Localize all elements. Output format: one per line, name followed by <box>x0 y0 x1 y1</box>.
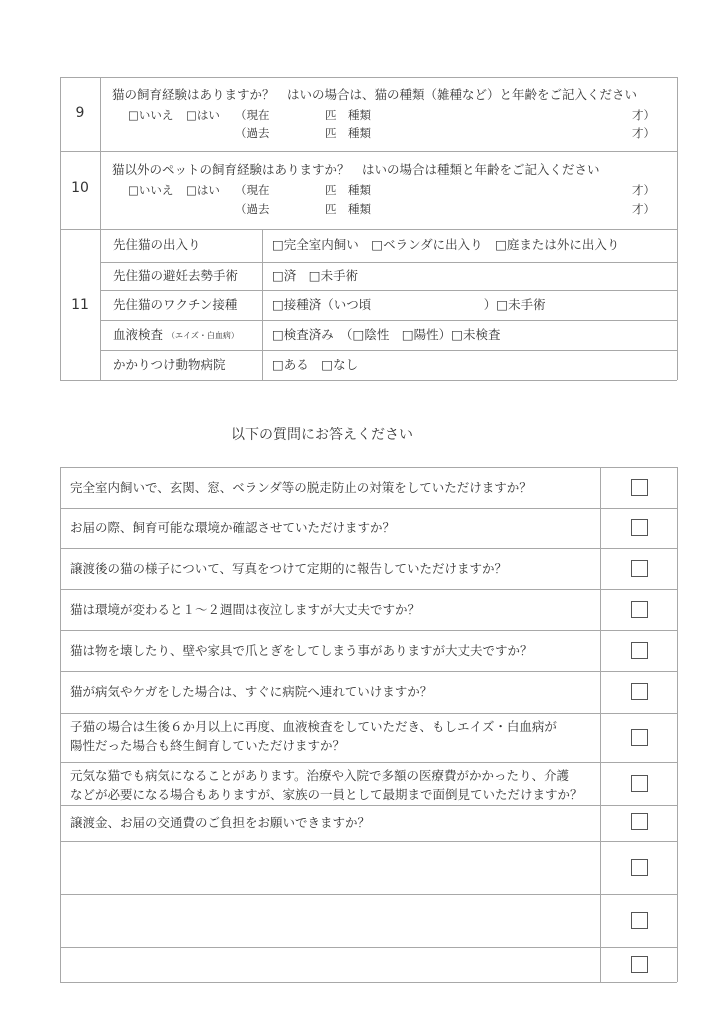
row-divider <box>60 762 677 763</box>
row-divider <box>60 630 677 631</box>
answer-checkbox[interactable] <box>631 642 648 659</box>
column-divider <box>262 229 263 380</box>
row-divider <box>60 229 677 230</box>
item-label: 先住猫のワクチン接種 <box>113 297 238 312</box>
table-border <box>60 77 677 78</box>
column-divider <box>600 467 601 982</box>
question-text-line2: などが必要になる場合もありますが、家族の一員として最期まで面倒見ていただけますか？ <box>70 787 583 802</box>
answer-checkbox[interactable] <box>631 956 648 973</box>
option-yes[interactable]: □はい <box>186 108 220 122</box>
row-number: 9 <box>75 105 85 121</box>
row-divider <box>60 805 677 806</box>
type-label: 種類 <box>348 108 371 122</box>
section-title: 以下の質問にお答えください <box>231 427 413 443</box>
row-divider <box>60 589 677 590</box>
row-number: 10 <box>71 180 89 196</box>
row-divider <box>60 548 677 549</box>
answer-checkbox[interactable] <box>631 519 648 536</box>
item-label: 先住猫の避妊去勢手術 <box>113 268 239 283</box>
option-yes[interactable]: □はい <box>186 183 220 197</box>
type-label: 種類 <box>348 183 371 197</box>
answer-checkbox[interactable] <box>631 479 648 496</box>
count-unit: 匹 <box>325 126 337 140</box>
row-divider <box>60 508 677 509</box>
row-divider <box>100 320 677 321</box>
row-number: 11 <box>71 297 89 313</box>
type-label: 種類 <box>348 202 371 216</box>
age-close: 才） <box>632 202 655 216</box>
row-question: 猫以外のペットの飼育経験はありますか？ はいの場合は種類と年齢をご記入ください <box>112 162 600 177</box>
item-label-note: （エイズ・白血病） <box>167 331 239 340</box>
table-border <box>60 467 677 468</box>
item-label: 血液検査 <box>113 327 164 342</box>
question-text: 子猫の場合は生後６か月以上に再度、血液検査をしていただき、もしエイズ・白血病が <box>70 719 557 734</box>
question-text: お届の際、飼育可能な環境か確認させていただけますか？ <box>70 520 396 535</box>
count-unit: 匹 <box>325 202 337 216</box>
question-text: 猫が病気やケガをした場合は、すぐに病院へ連れていけますか？ <box>70 684 433 699</box>
row-divider <box>60 671 677 672</box>
row-divider <box>100 262 677 263</box>
question-text-line2: 陽性だった場合も終生飼育していただけますか？ <box>70 738 346 753</box>
current-label: （現在 <box>235 108 270 122</box>
table-border <box>60 982 677 983</box>
row-divider <box>60 151 677 152</box>
answer-checkbox[interactable] <box>631 813 648 830</box>
item-options[interactable]: □完全室内飼い □ベランダに出入り □庭または外に出入り <box>272 237 620 252</box>
answer-checkbox[interactable] <box>631 683 648 700</box>
age-close: 才） <box>632 126 655 140</box>
table-border <box>60 467 61 982</box>
type-label: 種類 <box>348 126 371 140</box>
table-border <box>677 77 678 380</box>
answer-checkbox[interactable] <box>631 775 648 792</box>
row-question: 猫の飼育経験はありますか？ はいの場合は、猫の種類（雑種など）と年齢をご記入ください <box>112 87 638 102</box>
column-divider <box>100 77 101 380</box>
question-text: 譲渡金、お届の交通費のご負担をお願いできますか？ <box>70 815 371 830</box>
question-text: 猫は環境が変わると１～２週間は夜泣しますが大丈夫ですか？ <box>70 602 421 617</box>
past-label: （過去 <box>235 202 270 216</box>
past-label: （過去 <box>235 126 270 140</box>
table-border <box>60 77 61 380</box>
question-text: 譲渡後の猫の様子について、写真をつけて定期的に報告していただけますか？ <box>70 561 508 576</box>
question-text: 猫は物を壊したり、壁や家具で爪とぎをしてしまう事がありますが大丈夫ですか？ <box>70 643 533 658</box>
item-label: 先住猫の出入り <box>113 237 201 252</box>
item-options[interactable]: □済 □未手術 <box>272 268 359 283</box>
option-no[interactable]: □いいえ <box>128 183 174 197</box>
age-close: 才） <box>632 108 655 122</box>
item-label: かかりつけ動物病院 <box>113 357 226 372</box>
item-options[interactable]: □検査済み （□陰性 □陽性）□未検査 <box>272 327 501 342</box>
count-unit: 匹 <box>325 183 337 197</box>
age-close: 才） <box>632 183 655 197</box>
table-border <box>60 380 677 381</box>
question-text: 元気な猫でも病気になることがあります。治療や入院で多額の医療費がかかったり、介護 <box>70 768 570 783</box>
answer-checkbox[interactable] <box>631 601 648 618</box>
answer-checkbox[interactable] <box>631 729 648 746</box>
count-unit: 匹 <box>325 108 337 122</box>
row-divider <box>100 290 677 291</box>
question-text: 完全室内飼いで、玄関、窓、ベランダ等の脱走防止の対策をしていただけますか？ <box>70 480 532 495</box>
row-divider <box>60 947 677 948</box>
row-divider <box>60 713 677 714</box>
answer-checkbox[interactable] <box>631 859 648 876</box>
row-divider <box>60 841 677 842</box>
row-divider <box>100 350 677 351</box>
item-options[interactable]: □ある □なし <box>272 357 359 372</box>
option-no[interactable]: □いいえ <box>128 108 174 122</box>
table-border <box>677 467 678 982</box>
answer-checkbox[interactable] <box>631 560 648 577</box>
answer-checkbox[interactable] <box>631 912 648 929</box>
row-divider <box>60 894 677 895</box>
current-label: （現在 <box>235 183 270 197</box>
item-options[interactable]: □接種済（いつ頃 ）□未手術 <box>272 297 546 312</box>
